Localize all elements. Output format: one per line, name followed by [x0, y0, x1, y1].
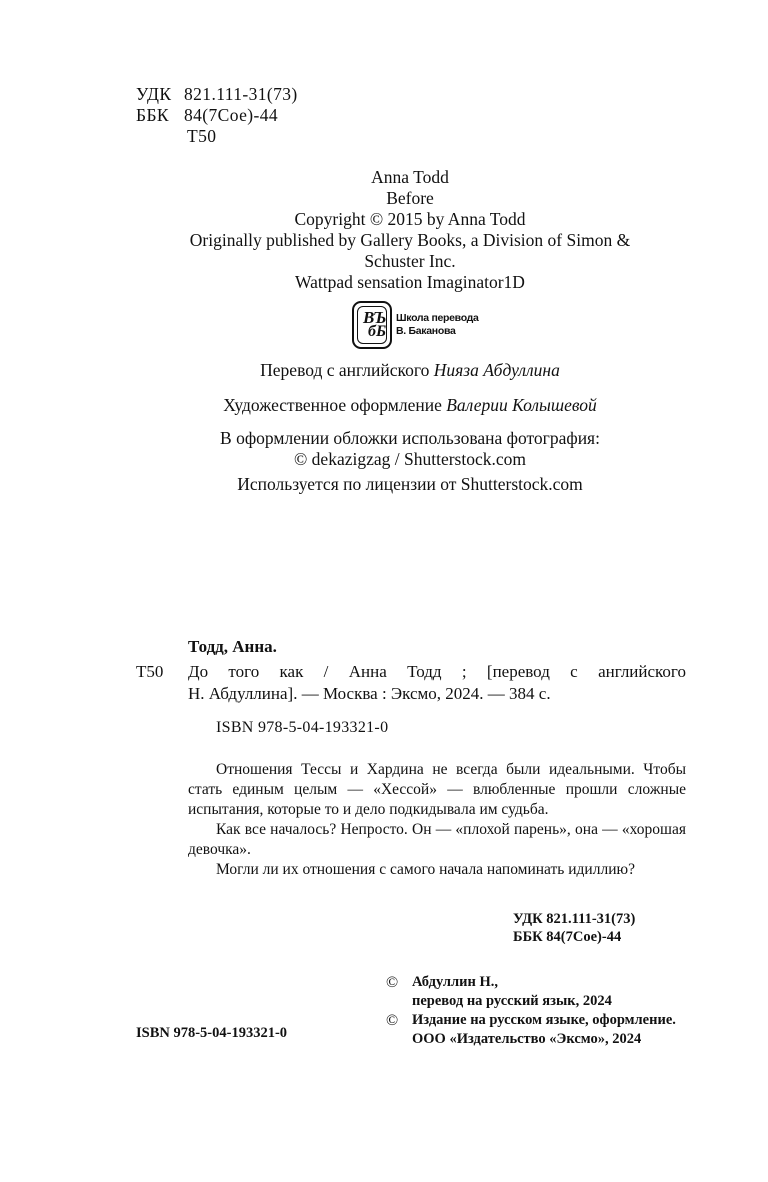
footer-codes: [513, 910, 635, 946]
translation-prefix: Перевод с английского: [260, 360, 430, 380]
copyright-row: [386, 992, 676, 1011]
translation-credit: [100, 360, 720, 381]
copyright-symbol: ©: [386, 974, 399, 991]
translator-name: Нияза Абдуллина: [433, 360, 560, 380]
logo-glyph-top: ВЪ: [363, 308, 387, 327]
bbk-row: [136, 105, 298, 126]
credit-title: Before: [386, 188, 434, 208]
bib-author: Тодд, Анна.: [188, 637, 277, 656]
copyright-symbol: [386, 992, 412, 1011]
annotation-paragraph-2: Как все началось? Непросто. Он — «плохой парень», она — «хорошая девочка».: [188, 821, 686, 858]
udk-label: УДК: [136, 84, 172, 104]
original-credits: [100, 167, 720, 293]
copyright-text: Абдуллин Н.,: [412, 974, 498, 990]
annotation: [188, 760, 686, 880]
copyright-row: [386, 1030, 676, 1049]
logo-line-1: Школа перевода: [396, 312, 479, 324]
art-design-credit: [100, 395, 720, 416]
photo-credit: [100, 428, 720, 470]
bbk-label: ББК: [136, 105, 169, 125]
footer-bbk: ББК 84(7Сое)-44: [513, 929, 622, 945]
credit-publisher: Originally published by Gallery Books, a Division of Simon &: [189, 230, 631, 250]
footer-udk: УДК 821.111-31(73): [513, 911, 636, 927]
copyright-text: перевод на русский язык, 2024: [412, 993, 612, 1009]
photo-credit-line-1: В оформлении обложки использована фотография:: [220, 428, 600, 448]
license-note: Используется по лицензии от Shutterstock.com: [237, 474, 583, 494]
credit-copyright: Copyright © 2015 by Anna Todd: [294, 209, 526, 229]
bottom-isbn: ISBN 978-5-04-193321-0: [136, 1025, 288, 1041]
copyright-row: [386, 973, 676, 992]
bbk-value: 84(7Сое)-44: [184, 105, 279, 125]
credit-author: Anna Todd: [371, 167, 449, 187]
bib-mark: Т50: [136, 662, 164, 681]
annotation-paragraph-3: Могли ли их отношения с самого начала напоминать идиллию?: [216, 861, 635, 878]
translation-school-logo: [352, 301, 479, 349]
copyright-text: ООО «Издательство «Эксмо», 2024: [412, 1031, 642, 1047]
logo-glyph-bottom: бБ: [368, 323, 387, 340]
copyright-notices: [386, 973, 676, 1049]
art-prefix: Художественное оформление: [223, 395, 442, 415]
designer-name: Валерии Колышевой: [446, 395, 597, 415]
logo-text: [396, 312, 479, 338]
photo-credit-line-2: © dekazigzag / Shutterstock.com: [294, 449, 526, 469]
annotation-paragraph-1: Отношения Тессы и Хардина не всегда были идеальными. Чтобы стать единым целым — «Хессой» — влюбленные прошли сложные испытания, которые то и дело подкидывала им судьба.: [188, 761, 686, 818]
copyright-row: [386, 1011, 676, 1030]
credit-publisher-cont: Schuster Inc.: [364, 251, 456, 271]
logo-line-2: В. Баканова: [396, 325, 456, 337]
bib-title-line-2: Н. Абдуллина]. — Москва : Эксмо, 2024. — 384 с.: [188, 684, 551, 703]
copyright-text: Издание на русском языке, оформление.: [412, 1012, 676, 1028]
credit-wattpad: Wattpad sensation Imaginator1D: [295, 272, 525, 292]
copyright-symbol: ©: [386, 1012, 399, 1029]
udk-row: [136, 84, 298, 105]
bib-title-line-1: До того как / Анна Тодд ; [перевод с английского: [188, 662, 686, 681]
logo-emblem-icon: [352, 301, 392, 349]
udk-value: 821.111-31(73): [184, 84, 298, 104]
classification-codes: [136, 84, 298, 147]
author-mark: Т50: [187, 126, 217, 146]
bib-isbn: ISBN 978-5-04-193321-0: [216, 719, 389, 736]
copyright-symbol: [386, 1030, 412, 1049]
